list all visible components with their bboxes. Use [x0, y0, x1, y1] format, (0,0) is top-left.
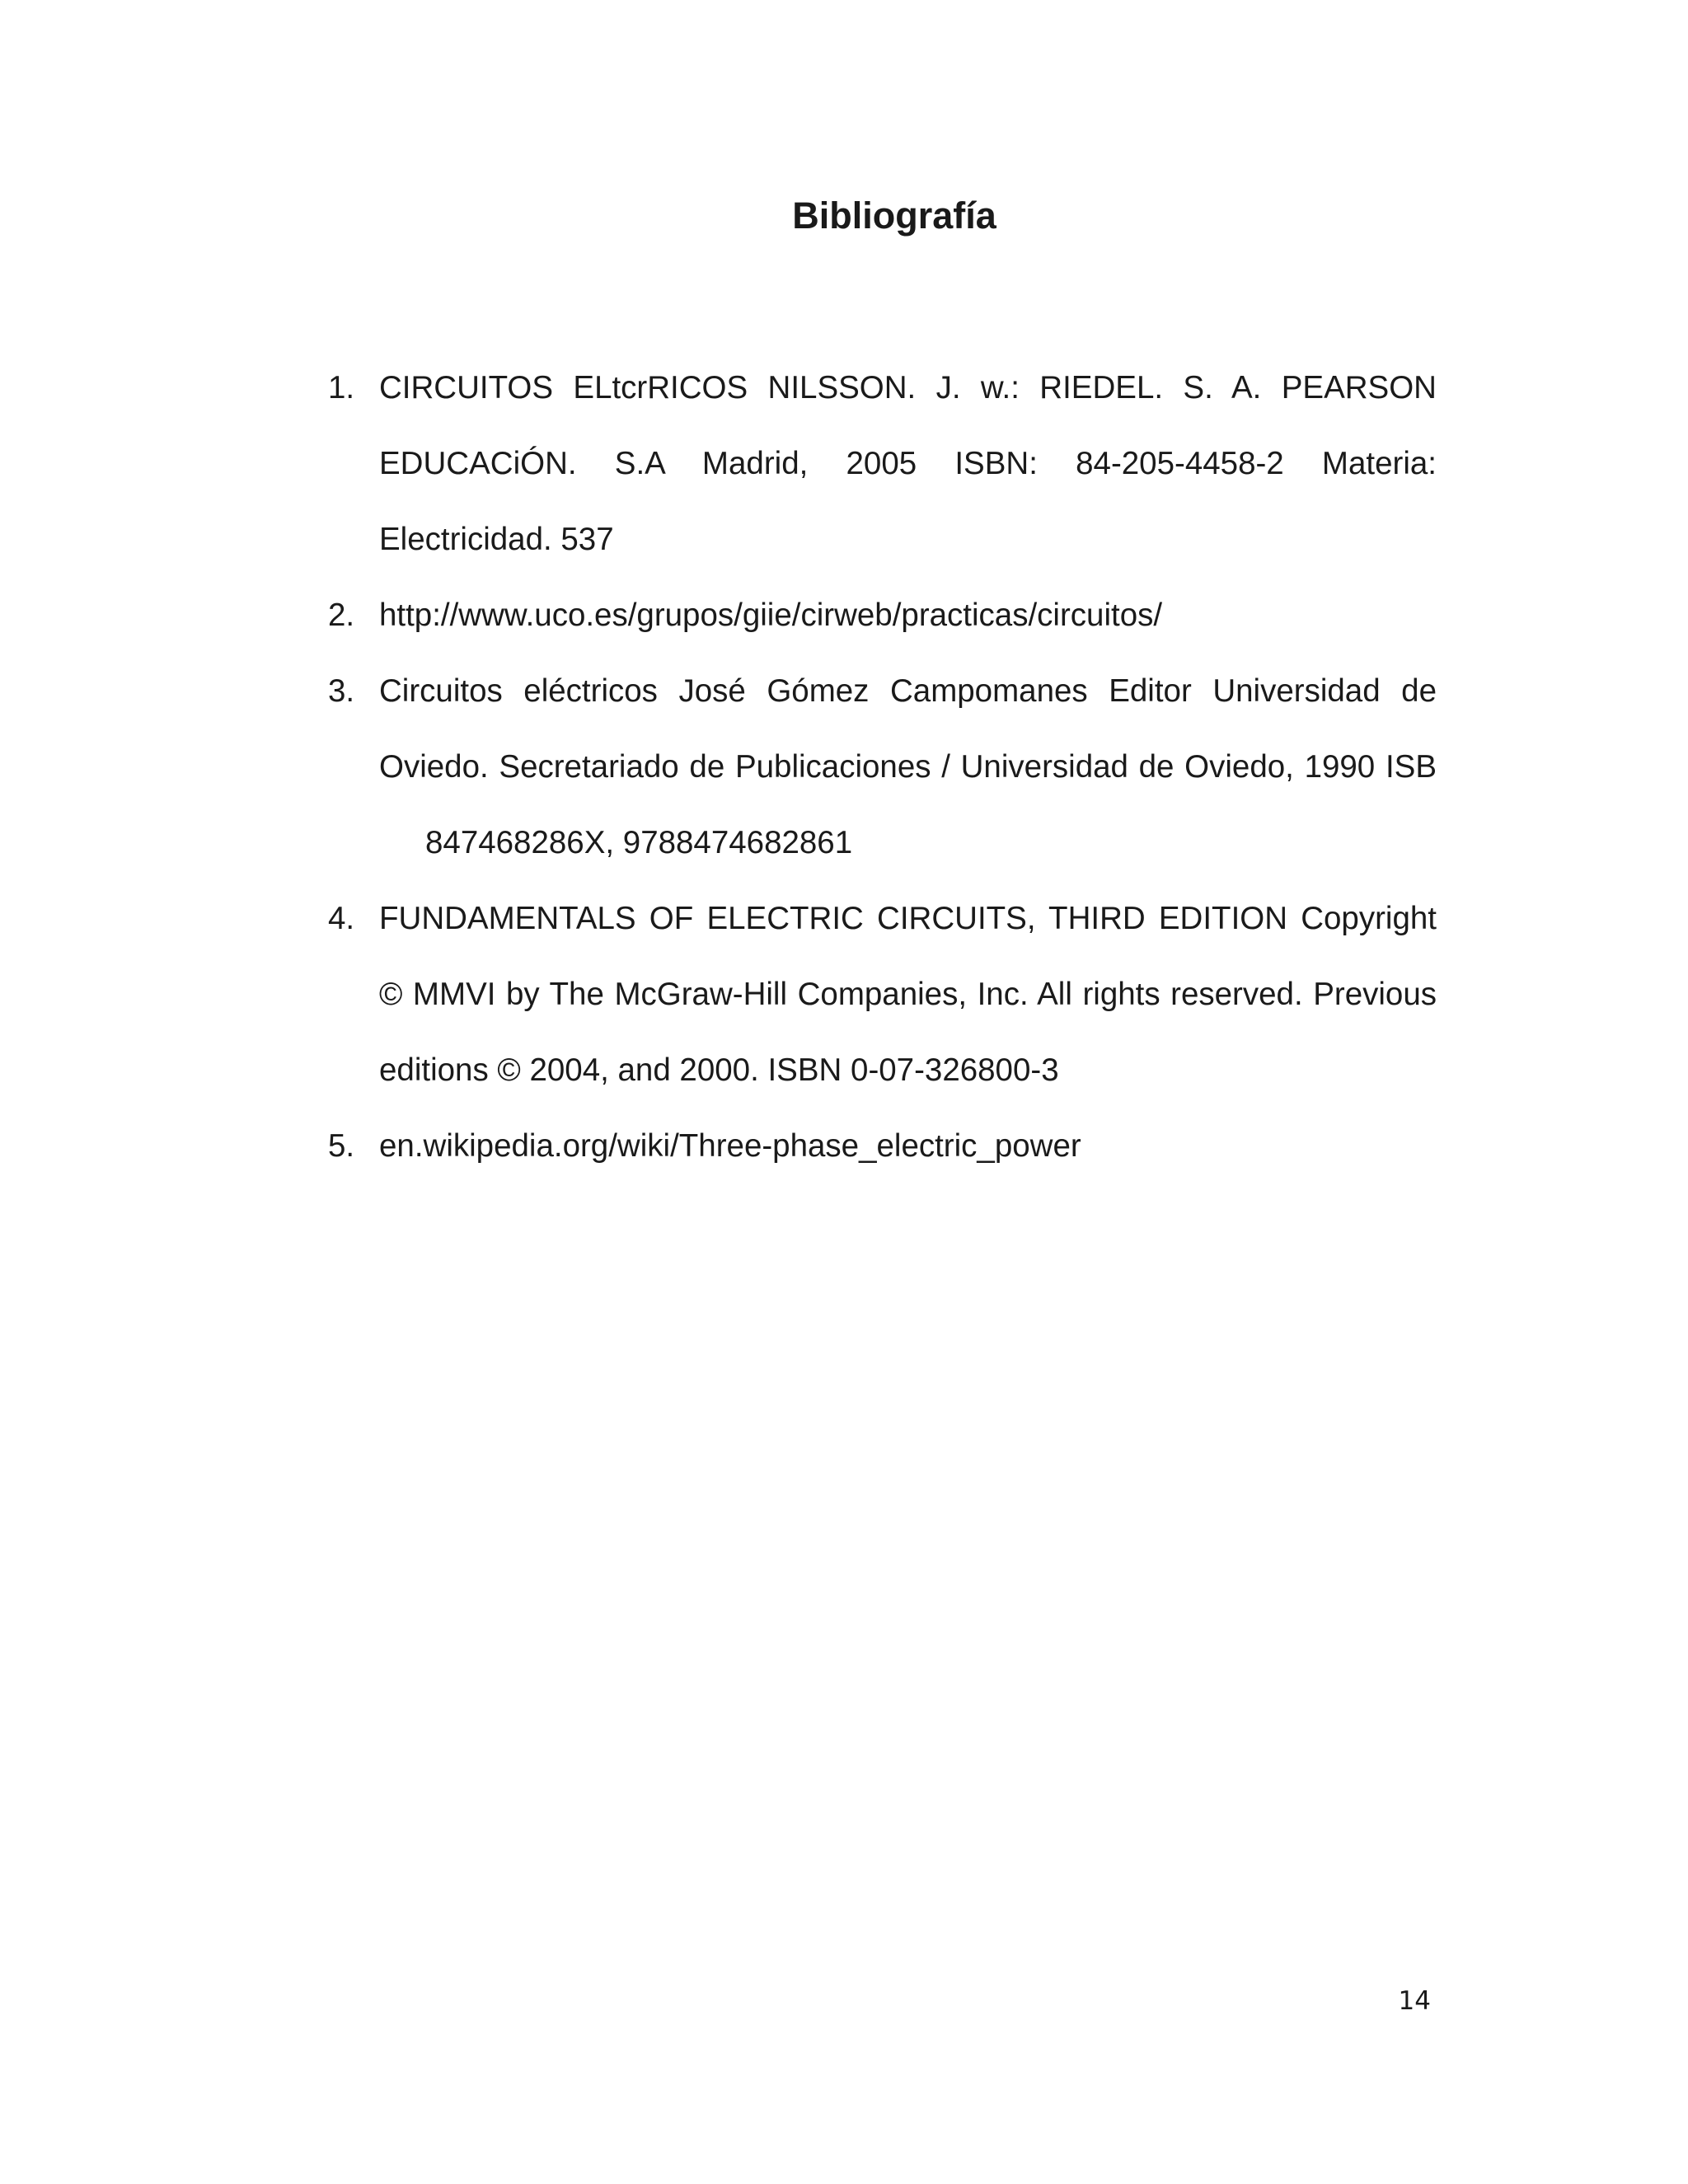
reference-item-5	[328, 1108, 1437, 1184]
reference-text-line: 847468286X, 9788474682861	[425, 825, 853, 860]
page-title: Bibliografía	[792, 194, 996, 237]
reference-number: 3.	[328, 673, 355, 709]
reference-link[interactable]: en.wikipedia.org/wiki/Three-phase_electric_power	[379, 1128, 1081, 1164]
reference-number: 4.	[328, 901, 355, 936]
reference-text-line: CIRCUITOS ELtcrRICOS NILSSON. J. w.: RIEDEL. S. A. PEARSON	[379, 370, 1437, 405]
bibliography-list	[328, 350, 1437, 1184]
reference-text-line: Electricidad. 537	[379, 522, 614, 557]
reference-item-3	[328, 654, 1437, 881]
reference-item-1	[328, 350, 1437, 578]
reference-text-line: © MMVI by The McGraw-Hill Companies, Inc. All rights reserved. Previous	[379, 977, 1437, 1012]
reference-text-line: Oviedo. Secretariado de Publicaciones / Universidad de Oviedo, 1990 ISB	[379, 749, 1437, 785]
reference-link[interactable]: http://www.uco.es/grupos/giie/cirweb/practicas/circuitos/	[379, 598, 1163, 633]
reference-number: 1.	[328, 370, 355, 405]
reference-number: 2.	[328, 598, 355, 633]
reference-item-4	[328, 881, 1437, 1108]
page-number: 14	[1398, 1986, 1431, 2016]
reference-text-line: editions © 2004, and 2000. ISBN 0-07-326800-3	[379, 1052, 1059, 1088]
reference-number: 5.	[328, 1128, 355, 1164]
reference-item-2	[328, 578, 1437, 654]
reference-text-line: Circuitos eléctricos José Gómez Campomanes Editor Universidad de	[379, 673, 1437, 709]
reference-text-line: EDUCACiÓN. S.A Madrid, 2005 ISBN: 84-205-4458-2 Materia:	[379, 446, 1437, 481]
reference-text-line: FUNDAMENTALS OF ELECTRIC CIRCUITS, THIRD EDITION Copyright	[379, 901, 1437, 936]
